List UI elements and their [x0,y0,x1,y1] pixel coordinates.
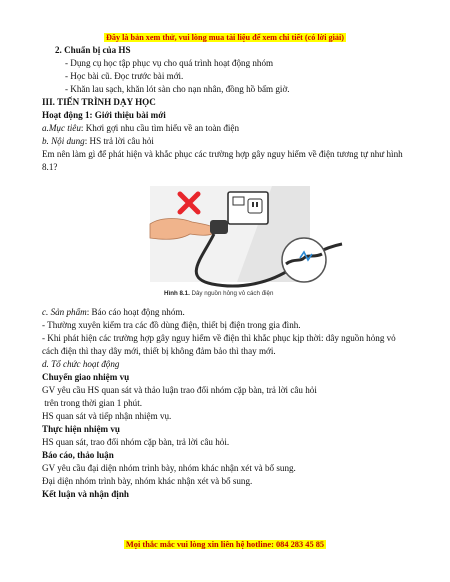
section-heading: III. TIẾN TRÌNH DẠY HỌC [42,97,156,107]
product-bullet: - Khi phát hiện các trường hợp gây nguy hiểm về điện thì khắc phục kịp thời: dây nguồn hỏng vỏ cách điện thì thay dây mới, thiết bị không đảm bảo thì thay mới. [42,333,396,356]
product-text: : Báo cáo hoạt động nhóm. [86,307,185,317]
hotline-text: Mọi thắc mắc vui lòng xin liên hệ hotline: 084 283 45 85 [125,540,325,549]
prep-item: - Khăn lau sạch, khăn lót sàn cho nạn nhân, đồng hồ bấm giờ. [65,84,290,94]
hotline-banner [0,534,450,552]
activity-title: Hoạt động 1: Giới thiệu bài mới [42,110,166,120]
preview-notice-banner [0,27,450,45]
goal-label: a.Mục tiêu [42,123,81,133]
activity-goal [42,122,414,135]
caption-label: Hình 8.1. [164,290,190,297]
organize-heading: d. Tổ chức hoạt động [42,359,120,369]
damaged-cord-illustration [42,178,414,302]
prep-item: - Học bài cũ. Đọc trước bài mới. [65,71,184,81]
plug-icon [210,220,228,234]
document-body [42,44,414,501]
caption-text: Dây nguồn hỏng vỏ cách điện [189,290,274,297]
figure-caption [164,287,273,300]
step-title: Chuyển giao nhiệm vụ [42,372,130,382]
step-title: Thực hiện nhiệm vụ [42,424,120,434]
preview-notice-text: Đây là bản xem thử, vui lòng mua tài liệu để xem chi tiết (có lời giải) [105,33,344,42]
content-text: : HS trả lời câu hỏi [84,136,154,146]
step-title: Báo cáo, thảo luận [42,450,114,460]
step-line: trên trong thời gian 1 phút. [42,398,143,408]
activity-question: Em nên làm gì để phát hiện và khắc phục các trường hợp gây nguy hiểm về điện tương tự như hình 8.1? [42,149,403,172]
step-line: GV yêu cầu HS quan sát và thảo luận trao đổi nhóm cặp bàn, trả lời câu hỏi [42,385,317,395]
prep-item: - Dụng cụ học tập phục vụ cho quá trình hoạt động nhóm [65,58,274,68]
zoom-circle [282,238,326,282]
step-line: HS quan sát và tiếp nhận nhiệm vụ. [42,411,172,421]
product-label: c. Sản phẩm [42,307,87,317]
product-line [42,306,414,319]
prep-title: 2. Chuẩn bị của HS [55,45,131,55]
step-line: Đại diện nhóm trình bày, nhóm khác nhận xét và bổ sung. [42,476,253,486]
step-line: GV yêu cầu đại diện nhóm trình bày, nhóm khác nhận xét và bổ sung. [42,463,296,473]
step-title: Kết luận và nhận định [42,489,129,499]
product-bullet: - Thường xuyên kiểm tra các đồ dùng điện, thiết bị điện trong gia đình. [42,320,301,330]
activity-content [42,135,414,148]
goal-text: : Khơi gợi nhu cầu tìm hiểu về an toàn điện [80,123,240,133]
step-line: HS quan sát, trao đổi nhóm cặp bàn, trả lời câu hỏi. [42,437,230,447]
content-label: b. Nội dung [42,136,85,146]
figure-8-1 [42,178,414,302]
